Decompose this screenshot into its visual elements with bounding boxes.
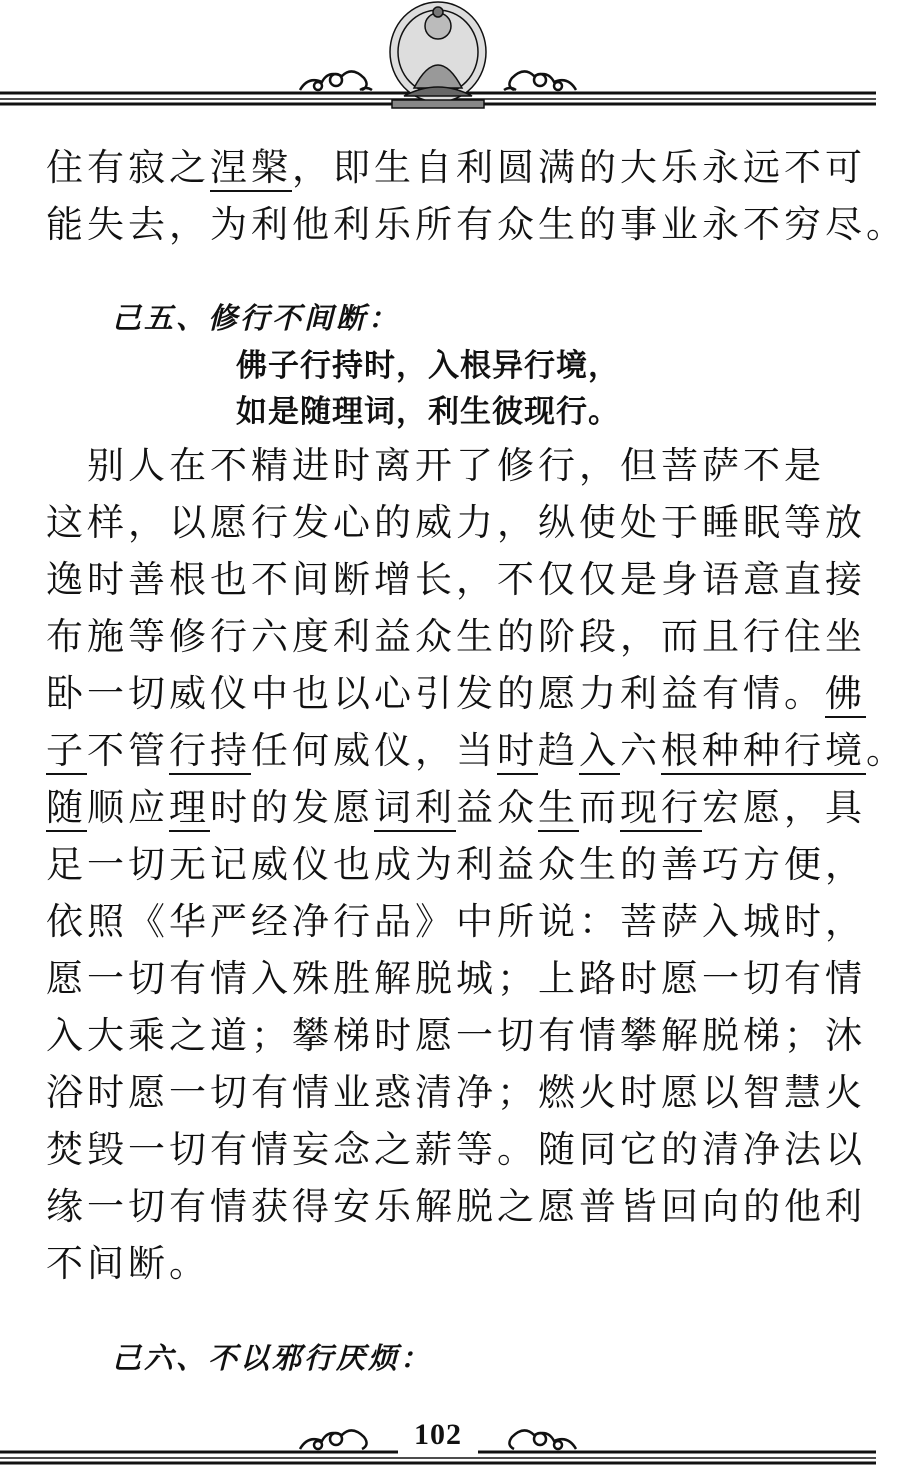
underlined-text: 子 bbox=[46, 729, 87, 775]
text-line bbox=[46, 836, 866, 893]
text-segment: 顺应 bbox=[87, 786, 169, 829]
header-ornament bbox=[0, 0, 876, 120]
underlined-text: 随 bbox=[46, 786, 87, 832]
text-line bbox=[46, 139, 866, 196]
text-line bbox=[46, 665, 866, 722]
underlined-text: 现行 bbox=[620, 786, 702, 832]
underlined-text: 理 bbox=[169, 786, 210, 832]
text-line bbox=[46, 1235, 846, 1292]
text-segment: 不间断。 bbox=[46, 1242, 210, 1285]
text-line bbox=[46, 950, 866, 1007]
text-segment: 而 bbox=[579, 786, 620, 829]
section-five-heading: 己五、修行不间断： bbox=[112, 301, 401, 335]
text-segment: 浴时愿一切有情业惑清净；燃火时愿以智慧火 bbox=[46, 1071, 866, 1114]
underlined-text: 时 bbox=[497, 729, 538, 775]
section-six-heading: 己六、不以邪行厌烦： bbox=[112, 1341, 433, 1375]
text-segment: 六 bbox=[620, 729, 661, 772]
text-segment: 趋 bbox=[538, 729, 579, 772]
text-segment: 能失去，为利他利乐所有众生的事业永不穷尽。 bbox=[46, 203, 907, 246]
text-segment: ，即生自利圆满的大乐永远不可 bbox=[292, 146, 866, 189]
text-segment: 缘一切有情获得安乐解脱之愿普皆回向的他利 bbox=[46, 1185, 866, 1228]
text-line bbox=[46, 551, 866, 608]
underlined-text: 生 bbox=[538, 786, 579, 832]
verse-line: 佛子行持时，入根异行境， bbox=[236, 348, 620, 384]
underlined-text: 入 bbox=[579, 729, 620, 775]
text-segment: 任何威仪，当 bbox=[251, 729, 497, 772]
text-segment: 住有寂之 bbox=[46, 146, 210, 189]
text-segment: 逸时善根也不间断增长，不仅仅是身语意直接 bbox=[46, 558, 866, 601]
text-segment: 不管 bbox=[87, 729, 169, 772]
text-segment: 时的发愿 bbox=[210, 786, 374, 829]
text-segment: 益众 bbox=[456, 786, 538, 829]
text-line bbox=[46, 722, 907, 779]
text-segment: 别人在不精进时离开了修行，但菩萨不是 bbox=[46, 444, 825, 487]
text-line bbox=[46, 1178, 866, 1235]
text-segment: 入大乘之道；攀梯时愿一切有情攀解脱梯；沐 bbox=[46, 1014, 866, 1057]
verse-line: 如是随理词，利生彼现行。 bbox=[236, 394, 620, 430]
text-segment: 卧一切威仪中也以心引发的愿力利益有情。 bbox=[46, 672, 825, 715]
underlined-text: 涅槃 bbox=[210, 146, 292, 192]
text-line bbox=[46, 437, 846, 494]
text-line bbox=[46, 1007, 866, 1064]
text-line bbox=[46, 779, 866, 836]
left-cloud-icon bbox=[300, 71, 372, 90]
section-five-verse bbox=[236, 343, 620, 435]
text-segment: 宏愿，具 bbox=[702, 786, 866, 829]
text-segment: 愿一切有情入殊胜解脱城；上路时愿一切有情 bbox=[46, 957, 866, 1000]
page-number: 102 bbox=[414, 1418, 462, 1451]
text-segment: 足一切无记威仪也成为利益众生的善巧方便， bbox=[46, 843, 866, 886]
text-segment: 布施等修行六度利益众生的阶段，而且行住坐 bbox=[46, 615, 866, 658]
text-line bbox=[46, 1121, 866, 1178]
text-line bbox=[46, 196, 907, 253]
underlined-text: 根种种行境 bbox=[661, 729, 866, 775]
text-line bbox=[46, 1064, 866, 1121]
text-line bbox=[46, 893, 866, 950]
top-paragraph bbox=[46, 139, 907, 253]
text-segment: 这样，以愿行发心的威力，纵使处于睡眠等放 bbox=[46, 501, 866, 544]
text-line bbox=[46, 494, 866, 551]
underlined-text: 词利 bbox=[374, 786, 456, 832]
text-segment: 焚毁一切有情妄念之薪等。随同它的清净法以 bbox=[46, 1128, 866, 1171]
underlined-text: 佛 bbox=[825, 672, 866, 718]
text-segment: 依照《华严经净行品》中所说：菩萨入城时， bbox=[46, 900, 866, 943]
underlined-text: 行持 bbox=[169, 729, 251, 775]
text-segment: 。 bbox=[866, 729, 907, 772]
text-line bbox=[46, 608, 866, 665]
section-five-paragraph bbox=[46, 437, 907, 1292]
right-cloud-icon bbox=[504, 71, 576, 90]
